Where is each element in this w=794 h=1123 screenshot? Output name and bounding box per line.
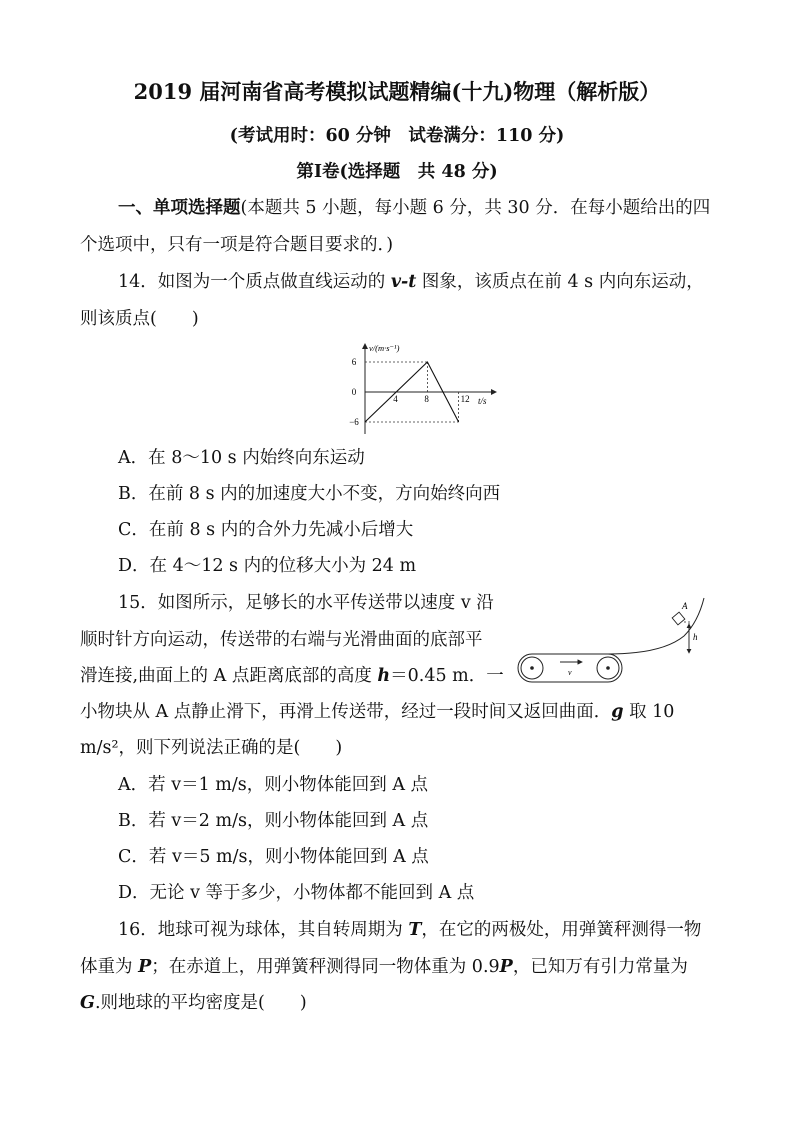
q15-option-b: B．若 v＝2 m/s，则小物体能回到 A 点 bbox=[118, 811, 429, 831]
q16-P2: P bbox=[499, 957, 513, 977]
y-tick-label: 0 bbox=[351, 387, 357, 397]
curved-surface bbox=[608, 598, 704, 654]
q15-stem-line4 bbox=[80, 700, 674, 724]
q14-option-a: A．在 8～10 s 内始终向东运动 bbox=[118, 448, 365, 468]
part1-intro-line2: 个选项中，只有一项是符合题目要求的．) bbox=[80, 235, 394, 255]
q16-stem-line1 bbox=[118, 918, 701, 942]
q16-text-b: ，在它的两极处，用弹簧秤测得一物 bbox=[421, 920, 702, 940]
q15-stem-line1: 15．如图所示，足够长的水平传送带以速度 v 沿 bbox=[118, 593, 494, 613]
part1-heading: 一、单项选择题 bbox=[118, 198, 241, 218]
q16-text-a: 16．地球可视为球体，其自转周期为 bbox=[118, 920, 409, 940]
q15-h: h bbox=[377, 666, 391, 686]
q16-P: P bbox=[138, 957, 152, 977]
q14-text-a: 14．如图为一个质点做直线运动的 bbox=[118, 272, 391, 292]
y-tick-label: −6 bbox=[349, 417, 359, 427]
q15-option-c: C．若 v＝5 m/s，则小物体能回到 A 点 bbox=[118, 847, 429, 867]
q14-text-b: 图象，该质点在前 4 s 内向东运动， bbox=[416, 272, 704, 292]
q14-option-d: D．在 4～12 s 内的位移大小为 24 m bbox=[118, 556, 417, 576]
q16-text-e: ，已知万有引力常量为 bbox=[512, 957, 688, 977]
q15-text-a: 滑连接,曲面上的 A 点距离底部的高度 bbox=[80, 666, 378, 686]
q15-g: g bbox=[611, 702, 624, 722]
q16-T: T bbox=[408, 920, 422, 940]
part1-intro-line1 bbox=[118, 196, 710, 220]
q14-option-b: B．在前 8 s 内的加速度大小不变，方向始终向西 bbox=[118, 484, 501, 504]
q15-stem-line2: 顺时针方向运动，传送带的右端与光滑曲面的底部平 bbox=[80, 630, 483, 650]
q14-vt: v-t bbox=[390, 272, 417, 292]
q14-option-c: C．在前 8 s 内的合外力先减小后增大 bbox=[118, 520, 414, 540]
q16-stem-line2 bbox=[80, 955, 688, 979]
velocity-label: v bbox=[568, 668, 572, 677]
q15-option-a: A．若 v＝1 m/s，则小物体能回到 A 点 bbox=[118, 775, 429, 795]
page-title: 2019 届河南省高考模拟试题精编(十九)物理（解析版） bbox=[133, 79, 661, 104]
x-axis-label: t/s bbox=[478, 396, 487, 406]
y-axis-label: v/(m·s⁻¹) bbox=[369, 343, 400, 353]
q16-text-c: 体重为 bbox=[80, 957, 139, 977]
height-label: h bbox=[693, 632, 698, 642]
q14-stem-line2: 则该质点( ) bbox=[80, 309, 199, 329]
q16-G: G bbox=[80, 993, 95, 1013]
conveyor-figure bbox=[512, 592, 722, 692]
section-heading: 第Ⅰ卷(选择题 共 48 分) bbox=[296, 162, 498, 182]
q15-text-e: 取 10 bbox=[623, 702, 675, 722]
x-tick-label: 4 bbox=[393, 394, 398, 404]
q16-text-d: ；在赤道上，用弹簧秤测得同一物体重为 0.9 bbox=[151, 957, 500, 977]
x-tick-label: 12 bbox=[460, 394, 470, 404]
part1-intro-text: (本题共 5 小题，每小题 6 分，共 30 分．在每小题给出的四 bbox=[240, 198, 711, 218]
y-tick-label: 6 bbox=[351, 357, 357, 367]
q15-text-c: ＝0.45 m．一 bbox=[390, 666, 504, 686]
q14-stem-line1 bbox=[118, 270, 704, 294]
point-a-label: A bbox=[682, 601, 688, 611]
q16-stem-line3 bbox=[80, 991, 307, 1015]
q15-stem-line3 bbox=[80, 664, 504, 688]
q15-stem-line5: m/s²，则下列说法正确的是( ) bbox=[80, 738, 343, 758]
q15-text-d: 小物块从 A 点静止滑下，再滑上传送带，经过一段时间又返回曲面． bbox=[80, 702, 612, 722]
block-a bbox=[672, 612, 685, 625]
exam-info: (考试用时：60 分钟 试卷满分：110 分) bbox=[229, 126, 565, 146]
q15-option-d: D．无论 v 等于多少，小物体都不能回到 A 点 bbox=[118, 883, 475, 903]
x-tick-label: 8 bbox=[424, 394, 429, 404]
q16-text-f: .则地球的平均密度是( ) bbox=[94, 993, 307, 1013]
vt-graph bbox=[340, 338, 510, 438]
